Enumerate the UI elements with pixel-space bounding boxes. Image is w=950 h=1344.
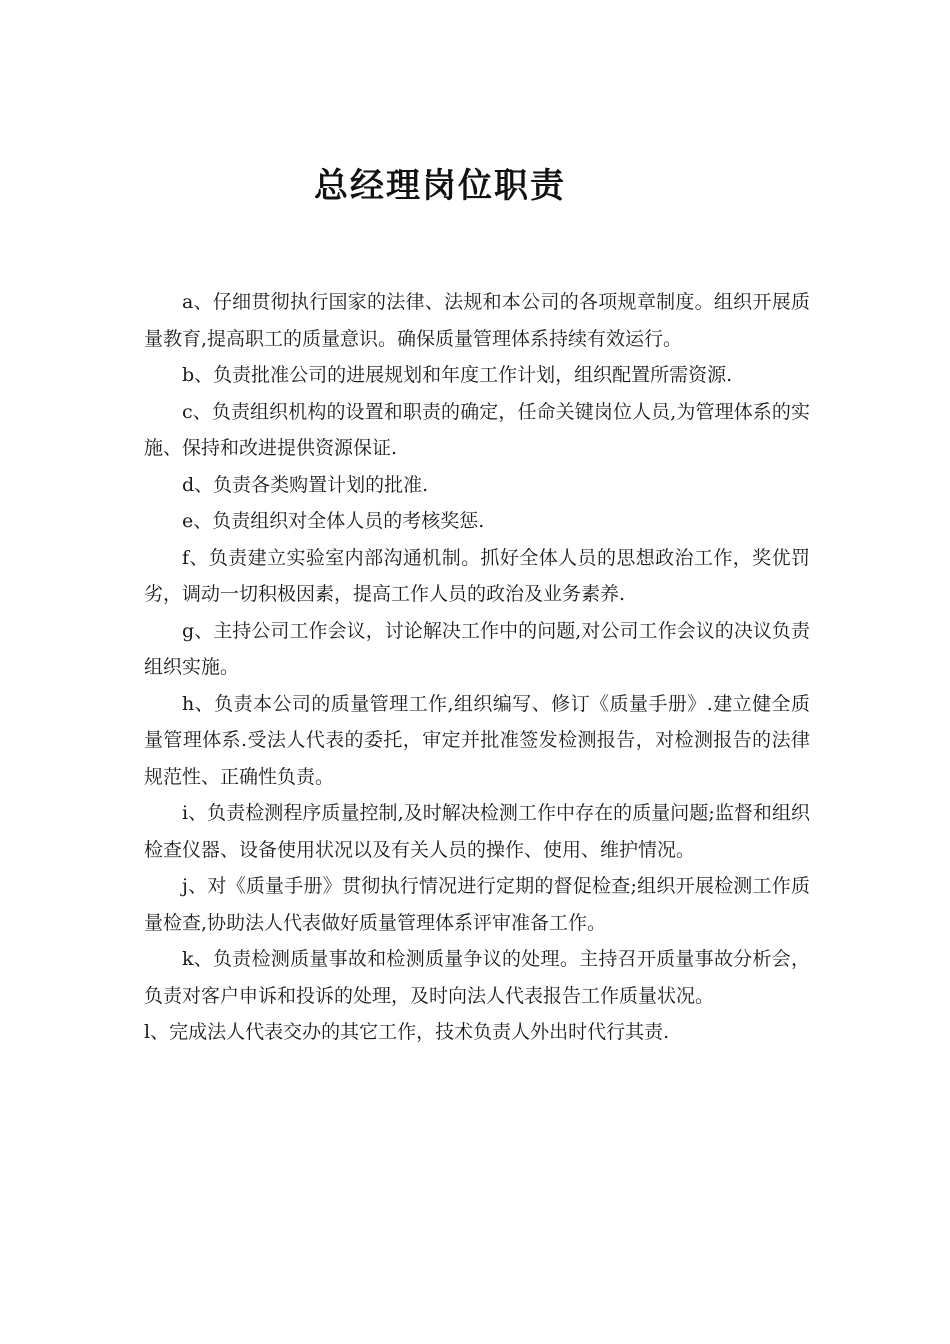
- duty-item-h: h、负责本公司的质量管理工作,组织编写、修订《质量手册》.建立健全质量管理体系.受法人代表的委托，审定并批准签发检测报告，对检测报告的法律规范性、正确性负责。: [144, 692, 810, 788]
- duty-item-j: j、对《质量手册》贯彻执行情况进行定期的督促检查;组织开展检测工作质量检查,协助法人代表做好质量管理体系评审准备工作。: [144, 875, 810, 934]
- duty-item-k: k、负责检测质量事故和检测质量争议的处理。主持召开质量事故分析会，负责对客户申诉和投诉的处理，及时向法人代表报告工作质量状况。: [144, 948, 810, 1007]
- duty-item-e: e、负责组织对全体人员的考核奖惩.: [182, 510, 485, 532]
- duty-item-i: i、负责检测程序质量控制,及时解决检测工作中存在的质量问题;监督和组织检查仪器、设备使用状况以及有关人员的操作、使用、维护情况。: [144, 802, 810, 861]
- document-title: 总经理岗位职责: [314, 166, 566, 206]
- duty-item-b: b、负责批准公司的进展规划和年度工作计划，组织配置所需资源.: [182, 364, 733, 386]
- duty-item-f: f、负责建立实验室内部沟通机制。抓好全体人员的思想政治工作，奖优罚劣，调动一切积极因素，提高工作人员的政治及业务素养.: [144, 546, 810, 605]
- duty-list: [144, 284, 810, 1051]
- duty-item-a: a、仔细贯彻执行国家的法律、法规和本公司的各项规章制度。组织开展质量教育,提高职工的质量意识。确保质量管理体系持续有效运行。: [144, 291, 810, 350]
- duty-item-l: l、完成法人代表交办的其它工作，技术负责人外出时代行其责.: [144, 1021, 670, 1043]
- duty-item-d: d、负责各类购置计划的批准.: [182, 473, 429, 496]
- duty-item-c: c、负责组织机构的设置和职责的确定，任命关键岗位人员,为管理体系的实施、保持和改进提供资源保证.: [144, 400, 810, 459]
- duty-item-g: g、主持公司工作会议，讨论解决工作中的问题,对公司工作会议的决议负责组织实施。: [144, 619, 810, 678]
